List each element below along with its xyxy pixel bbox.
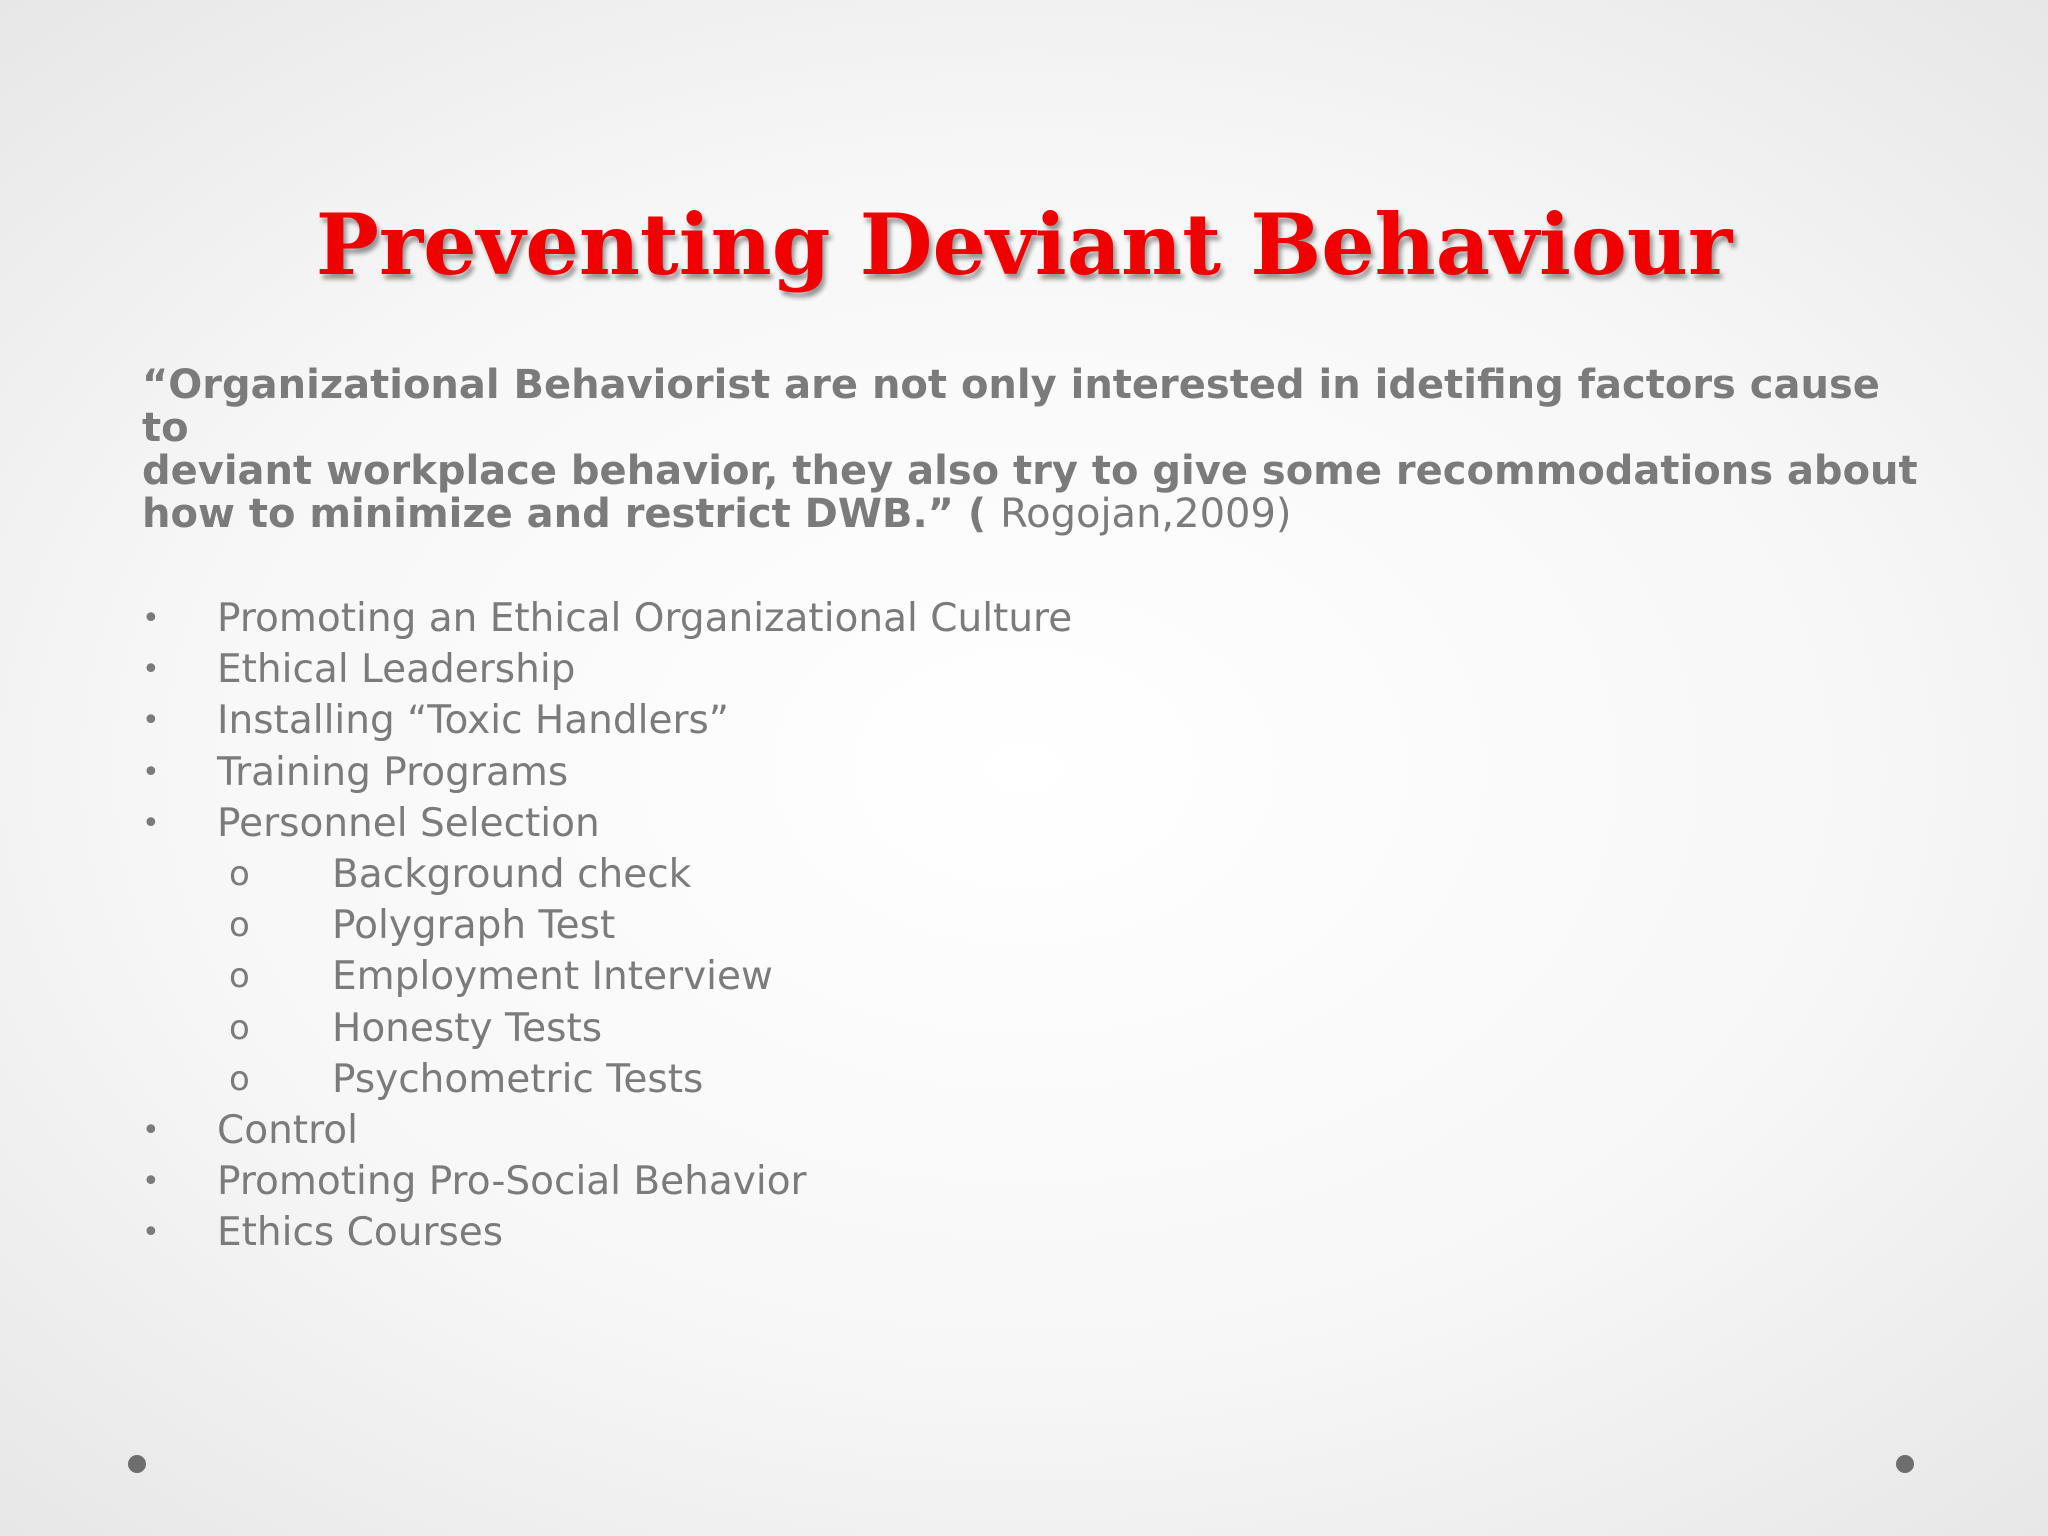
bullet-icon: • [142, 652, 160, 688]
sub-bullet-icon: o [229, 956, 250, 997]
sub-list-item-label: Psychometric Tests [332, 1056, 704, 1102]
quote-line-2: deviant workplace behavior, they also try to give some recommodations about [142, 448, 1918, 494]
sub-list-item-label: Polygraph Test [332, 903, 616, 949]
quote-line-3: how to minimize and restrict DWB.” ( [142, 491, 1001, 537]
sub-list-item-label: Honesty Tests [332, 1005, 603, 1051]
sub-bullet-icon: o [229, 1058, 250, 1099]
quote-citation: Rogojan,2009) [1000, 491, 1292, 537]
list-item-label: Installing “Toxic Handlers” [217, 698, 730, 744]
quote-paragraph [142, 364, 1922, 536]
list-item-label: Personnel Selection [217, 800, 600, 846]
sub-bullet-icon: o [229, 853, 250, 894]
bullet-icon: • [142, 1215, 160, 1251]
list-item-label: Training Programs [217, 749, 569, 795]
bullet-icon: • [142, 601, 160, 636]
quote-line-1: “Organizational Behaviorist are not only interested in idetifing factors cause to [142, 362, 1880, 451]
bullet-icon: • [142, 703, 160, 739]
list-item-label: Promoting Pro-Social Behavior [217, 1159, 807, 1205]
corner-dot-right-icon [1896, 1455, 1914, 1473]
list-item-label: Ethical Leadership [217, 647, 576, 693]
sub-bullet-icon: o [229, 1007, 250, 1048]
bullet-icon: • [142, 754, 160, 790]
list-item-label: Control [217, 1107, 358, 1153]
bullet-icon: • [142, 1164, 160, 1200]
sub-bullet-icon: o [229, 905, 250, 946]
slide-title: Preventing Deviant Behaviour [315, 195, 1733, 294]
bullet-icon: • [142, 805, 160, 841]
sub-list-item-label: Employment Interview [332, 954, 773, 1000]
corner-dot-left-icon [128, 1455, 146, 1473]
list-item-label: Promoting an Ethical Organizational Culture [217, 596, 1073, 641]
bullet-icon: • [142, 1112, 160, 1148]
list-item-label: Ethics Courses [217, 1210, 504, 1256]
sub-list-item-label: Background check [332, 851, 692, 897]
